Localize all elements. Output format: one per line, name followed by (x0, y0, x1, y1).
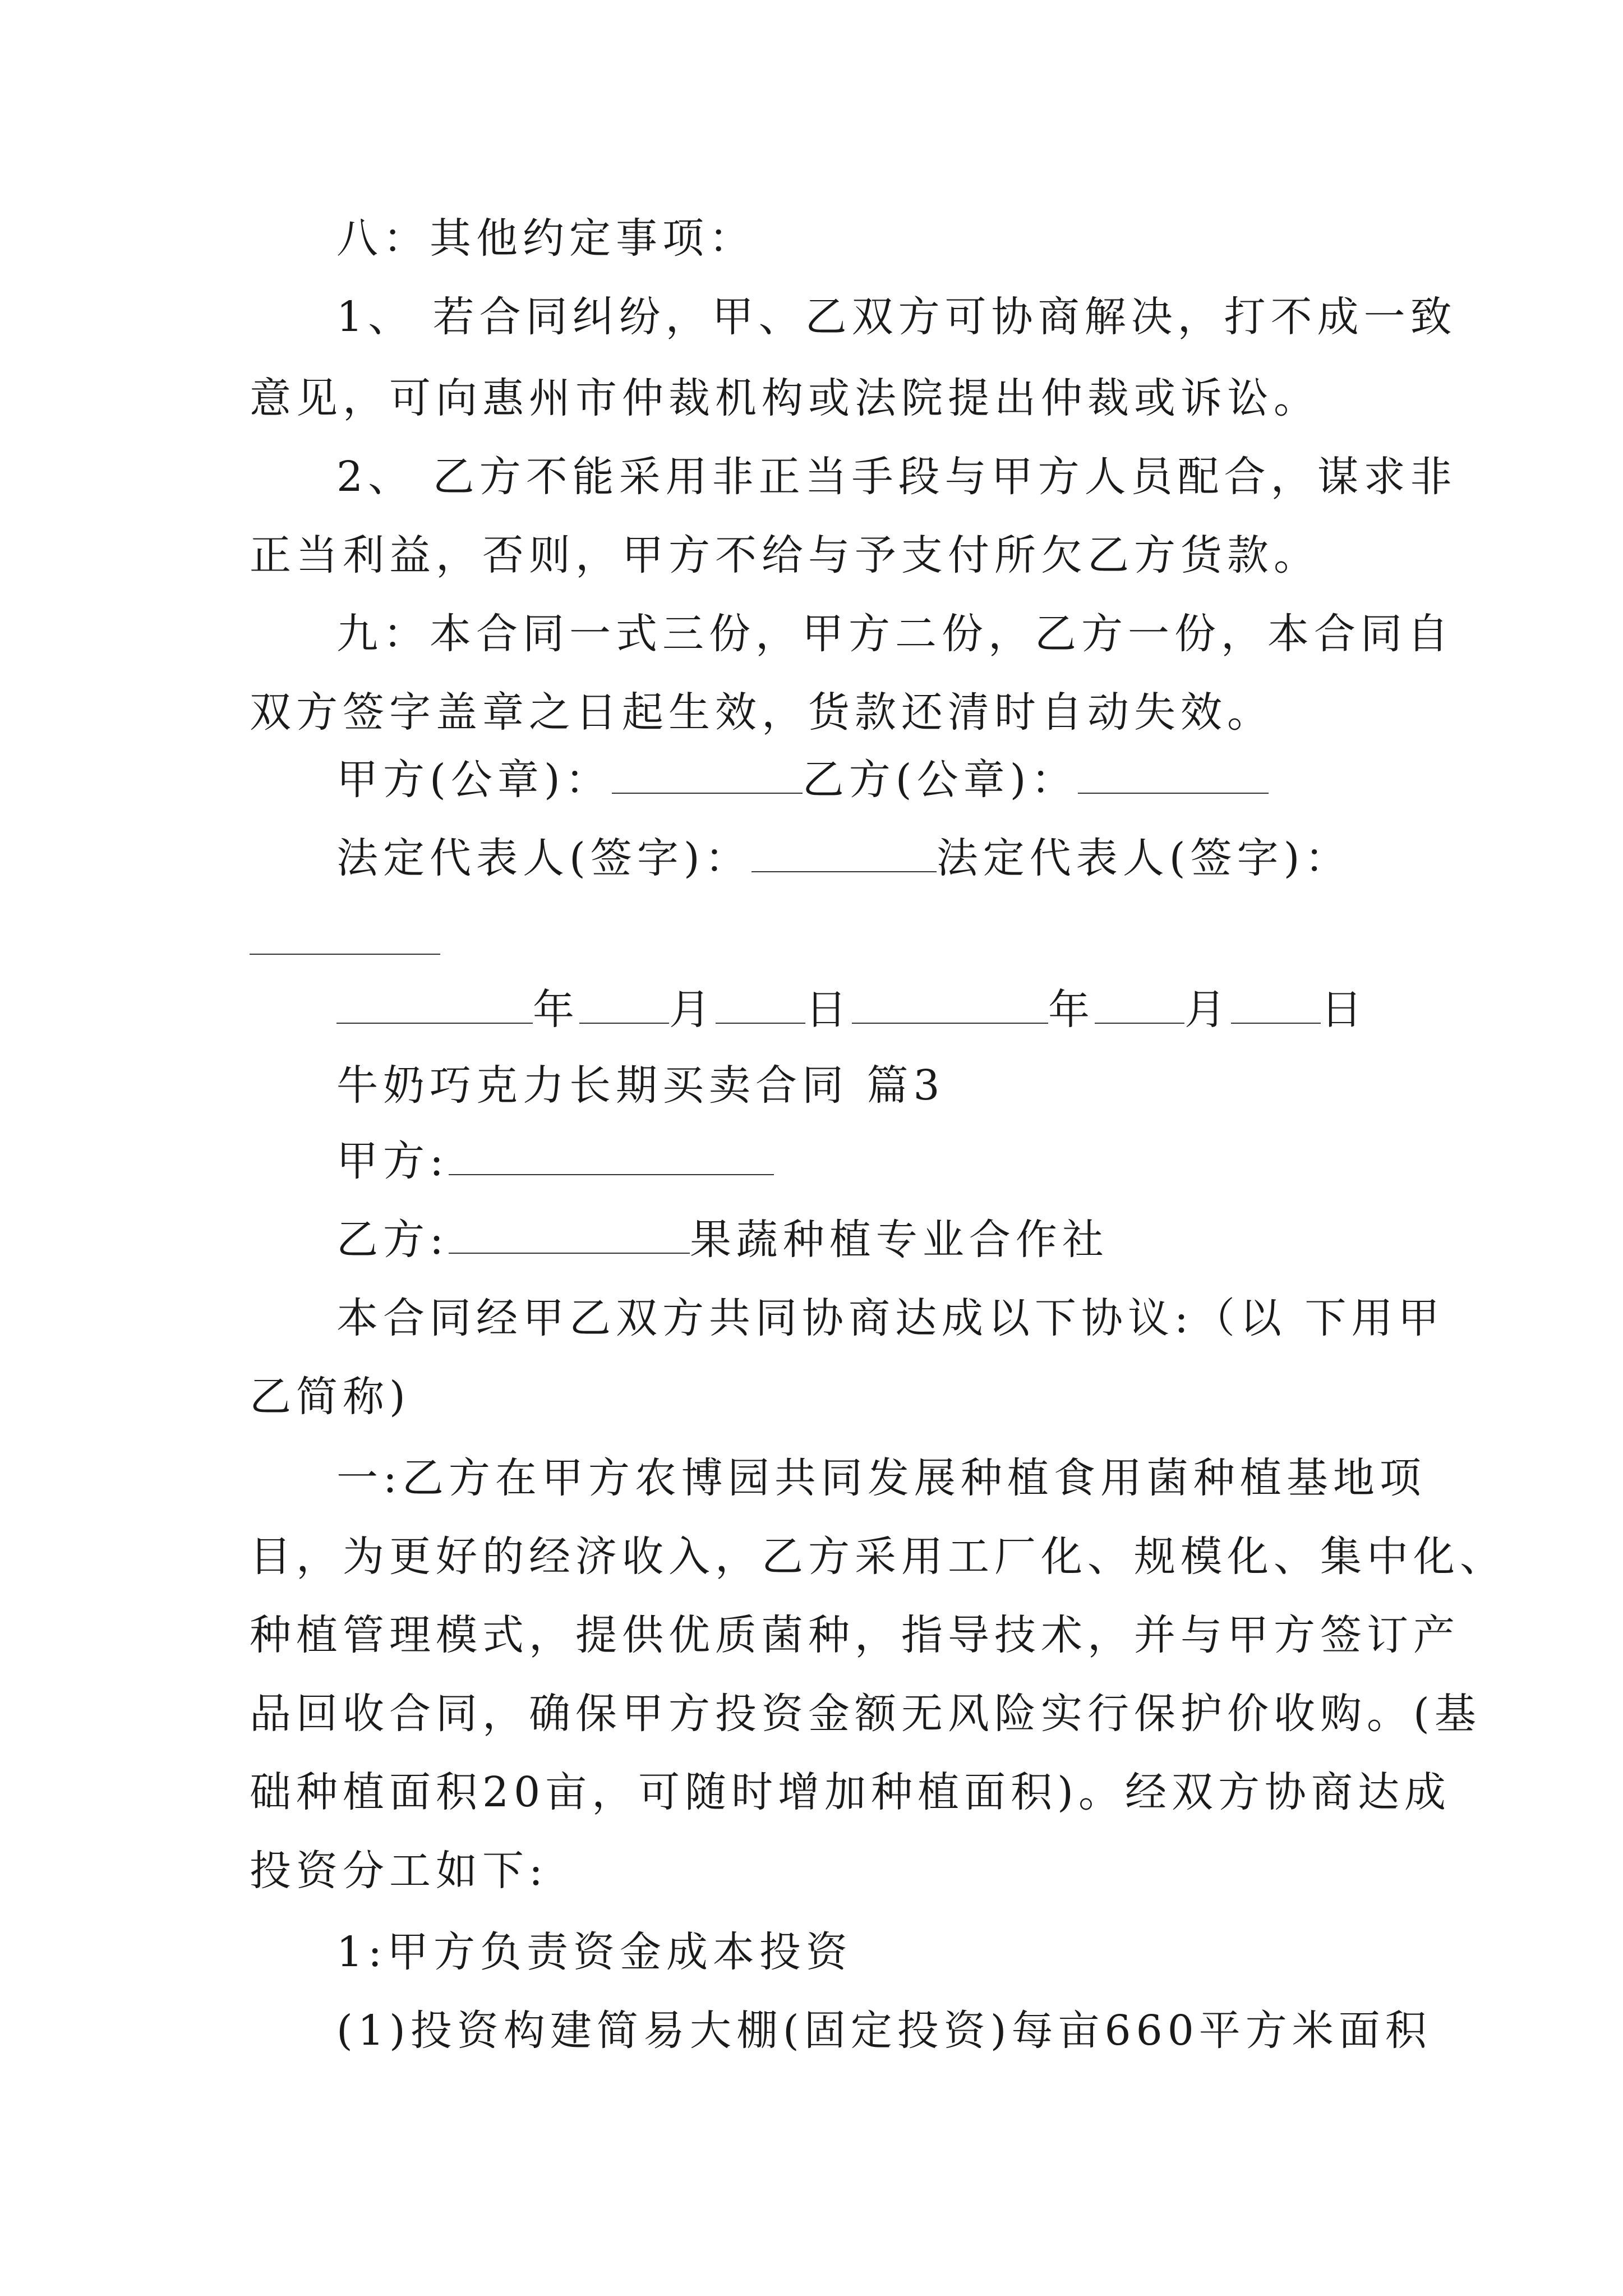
date-day-label-a: 日 (805, 986, 852, 1034)
intro-line2: 乙简称) (250, 1373, 411, 1421)
p1-line3: 种植管理模式，提供优质菌种，指导技术，并与甲方签订产 (250, 1611, 1460, 1659)
p1-line1: 一:乙方在甲方农博园共同发展种植食用菌种植基地项 (336, 1454, 1426, 1502)
p1-line6: 投资分工如下: (250, 1847, 548, 1895)
date-month-blank-a (579, 988, 669, 1024)
section9-line1: 九：本合同一式三份，甲方二份，乙方一份，本合同自 (336, 610, 1454, 658)
p1-line2: 目，为更好的经济收入，乙方采用工厂化、规模化、集中化、 (250, 1533, 1506, 1581)
party-b-seal-label: 乙方(公章)： (802, 756, 1078, 804)
party-a-label: 甲方: (336, 1137, 449, 1185)
intro-line1: 本合同经甲乙双方共同协商达成以下协议:（以 下用甲 (336, 1294, 1445, 1342)
party-a-name-blank (449, 1139, 774, 1175)
representative-signature-row (336, 833, 1352, 884)
item1-sub1: (1)投资构建简易大棚(固定投资)每亩660平方米面积 (336, 2007, 1432, 2055)
date-day-label-b: 日 (1321, 986, 1367, 1034)
date-year-blank-a (336, 988, 533, 1024)
party-a-seal-blank (612, 758, 803, 794)
party-b-rep-blank (250, 954, 440, 955)
date-year-blank-b (852, 988, 1048, 1024)
date-day-blank-a (716, 988, 805, 1024)
party-b-seal-blank (1078, 758, 1269, 794)
date-month-blank-b (1095, 988, 1184, 1024)
contract3-title: 牛奶巧克力长期买卖合同 篇3 (336, 1061, 945, 1110)
p1-line4: 品回收合同，确保甲方投资金额无风险实行保护价收购。(基 (250, 1690, 1481, 1738)
section8-heading: 八：其他约定事项： (336, 214, 755, 263)
party-b-name: 果蔬种植专业合作社 (689, 1216, 1109, 1264)
p1-line5: 础种植面积20亩，可随时增加种植面积)。经双方协商达成 (250, 1768, 1451, 1816)
party-a-row (336, 1136, 774, 1186)
date-day-blank-b (1231, 988, 1321, 1024)
date-month-label-b: 月 (1184, 986, 1231, 1034)
party-b-row (336, 1214, 1109, 1265)
date-row (336, 984, 1367, 1035)
seal-signature-row (336, 754, 1269, 805)
item1: 1:甲方负责资金成本投资 (336, 1928, 853, 1976)
party-a-seal-label: 甲方(公章)： (336, 756, 612, 804)
section8-item1-line2: 意见，可向惠州市仲裁机构或法院提出仲裁或诉讼。 (250, 374, 1320, 422)
section8-item2-line1: 2、 乙方不能采用非正当手段与甲方人员配合，谋求非 (336, 453, 1457, 501)
section8-item2-line2: 正当利益，否则，甲方不给与予支付所欠乙方货款。 (250, 531, 1320, 579)
date-year-label-a: 年 (533, 986, 579, 1034)
party-b-label: 乙方: (336, 1216, 449, 1264)
party-b-rep-label: 法定代表人(签字)： (936, 834, 1352, 882)
section9-line2: 双方签字盖章之日起生效，货款还清时自动失效。 (250, 688, 1274, 737)
party-b-name-blank (449, 1218, 690, 1254)
party-a-rep-blank (751, 836, 937, 872)
party-a-rep-label: 法定代表人(签字)： (336, 834, 751, 882)
date-year-label-b: 年 (1048, 986, 1095, 1034)
section8-item1-line1: 1、 若合同纠纷，甲、乙双方可协商解决，打不成一致 (336, 293, 1457, 341)
date-month-label-a: 月 (669, 986, 716, 1034)
